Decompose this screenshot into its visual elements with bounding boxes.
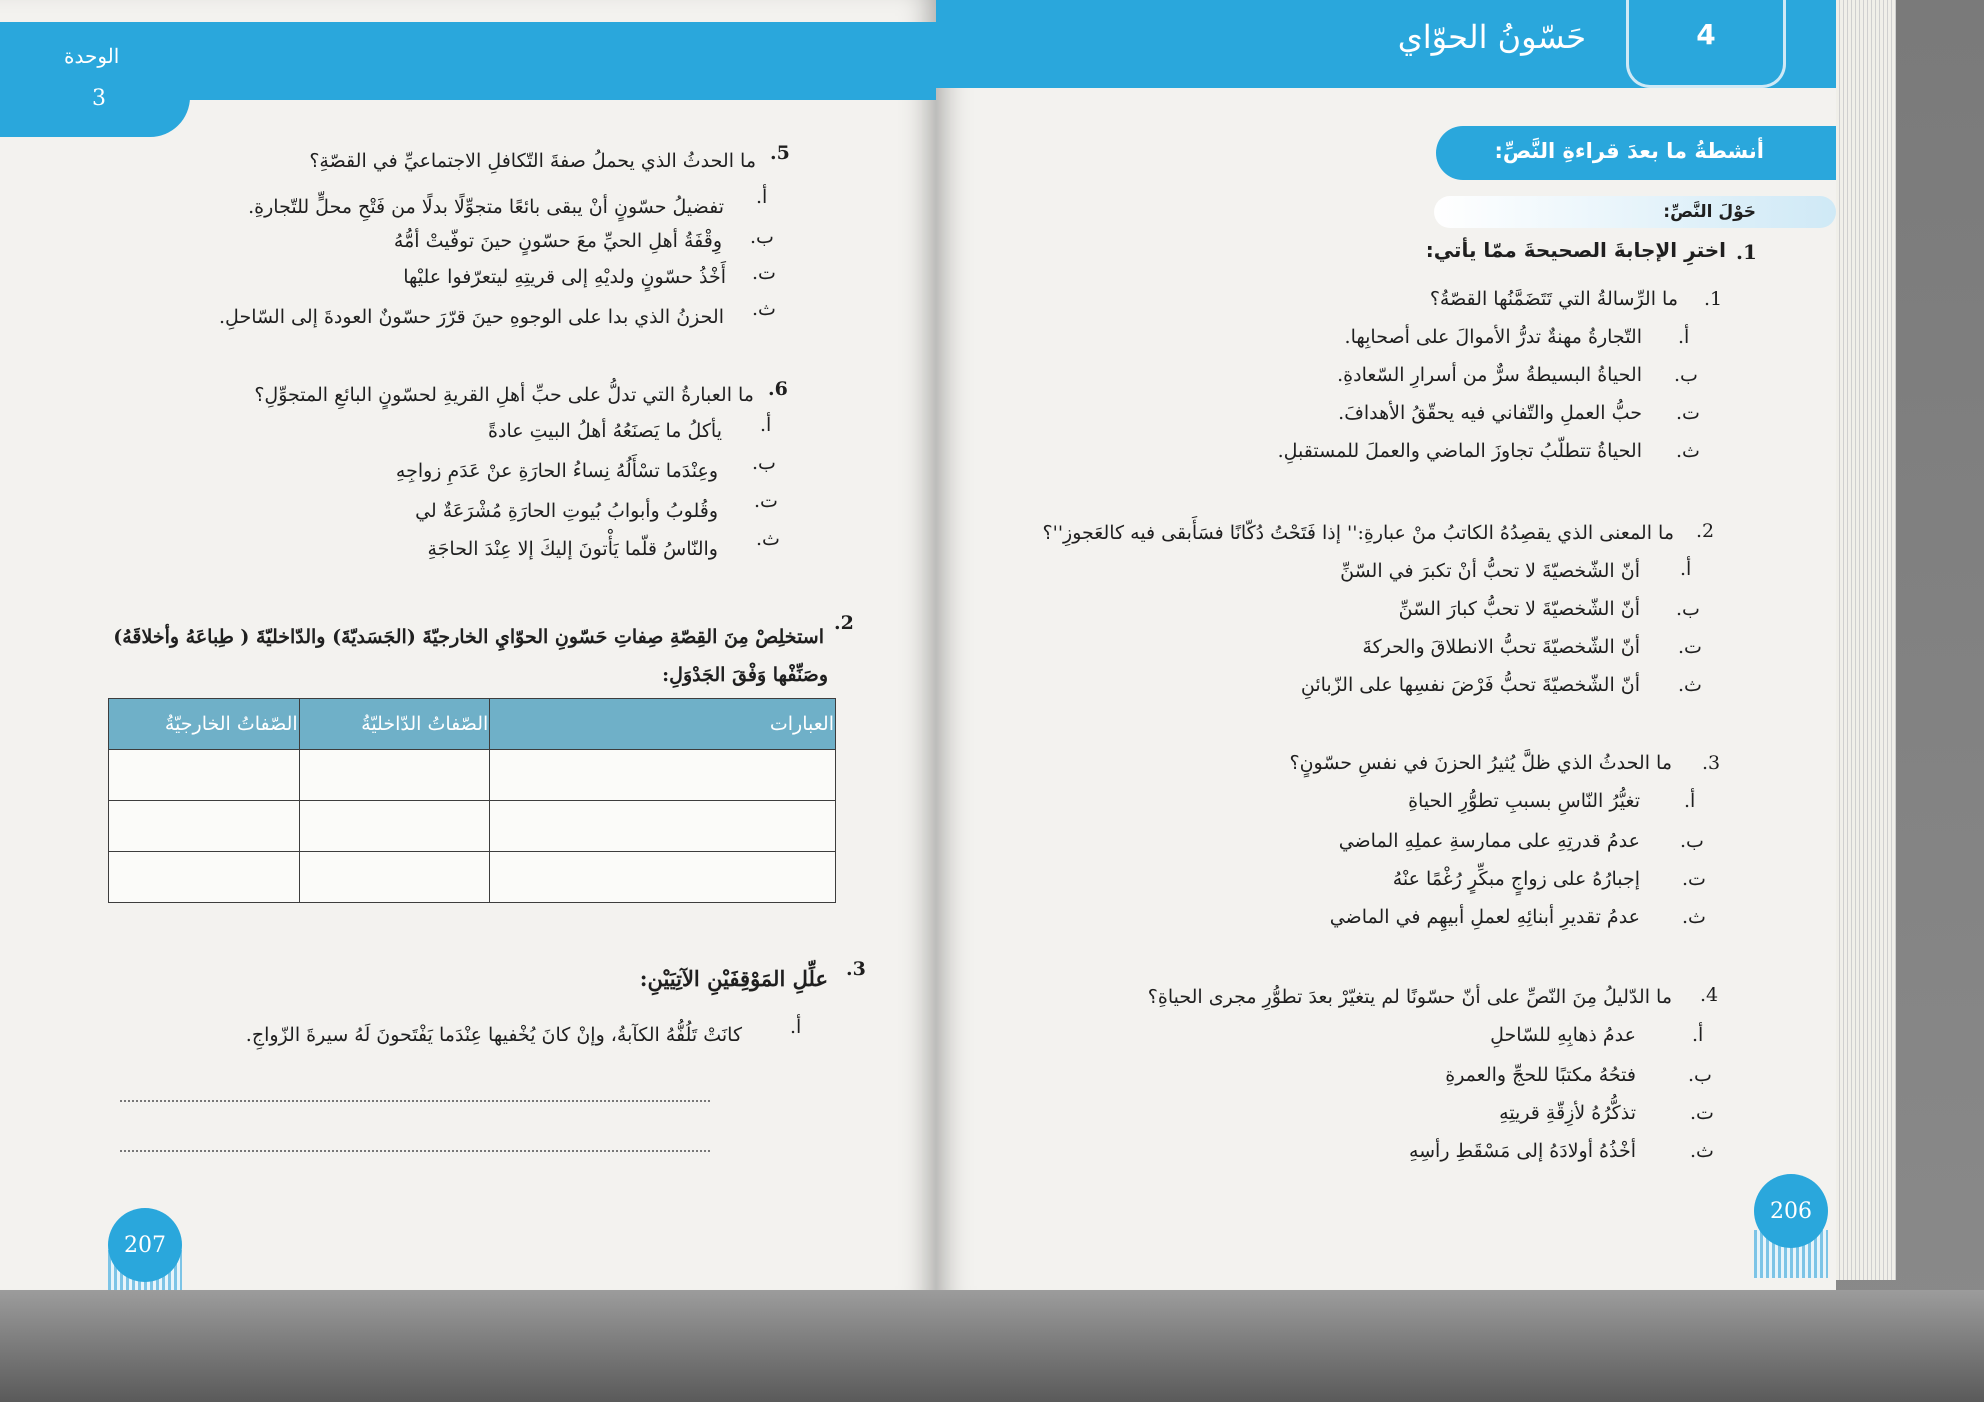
q5-option-a: تفضيلُ حسّونٍ أنْ يبقى بائعًا متجوِّلًا بدلًا من فَتْحِ محلٍّ للتّجارةِ.	[248, 196, 724, 218]
table-cell[interactable]	[490, 750, 836, 801]
copyright-vertical-left	[895, 300, 905, 1000]
rq1-b-letter: ب.	[1674, 364, 1698, 386]
left-header-band	[150, 22, 936, 100]
q6-question: ما العبارةُ التي تدلُّ على حبِّ أهلِ القريةِ لحسّونٍ البائعِ المتجوِّلِ؟	[254, 384, 754, 406]
q5-option-b-letter: ب.	[750, 226, 774, 248]
q6-option-c-letter: ت.	[754, 490, 778, 512]
right-page	[936, 0, 1836, 1302]
rq2-a-letter: أ.	[1680, 558, 1692, 580]
rq3-number: .3	[1702, 752, 1721, 774]
rq3-d: عدمُ تقديرِ أبنائِهِ لعملِ أبيهِم في الماضي	[1329, 906, 1640, 928]
q5-question: ما الحدثُ الذي يحملُ صفةَ التّكافلِ الاجتماعيِّ في القصّةِ؟	[309, 150, 756, 172]
header-external-traits: الصّفاتُ الخارجيّةُ	[109, 699, 300, 750]
rq3-b: عدمُ قدرتِهِ على ممارسةِ عملِهِ الماضي	[1338, 830, 1640, 852]
q6-number: .6	[768, 378, 788, 400]
answer-line-1[interactable]	[120, 1100, 710, 1102]
rq1-a: التّجارةُ مهنةٌ تدرُّ الأموالَ على أصحابِها.	[1344, 326, 1642, 348]
unit-label: الوحدة	[64, 44, 120, 68]
section-label: حَوْلَ النَّصِّ:	[1663, 202, 1756, 222]
rq3-a: تغيُّرُ النّاسِ بسببِ تطوُّرِ الحياةِ	[1408, 790, 1640, 812]
rq3-a-letter: أ.	[1684, 790, 1696, 812]
rq3-d-letter: ث.	[1682, 906, 1706, 928]
table-row	[109, 750, 836, 801]
q2-instruction-line1: استخلِصْ مِنَ القِصّةِ صِفاتِ حَسّونِ الحوّايِ الخارجيّةَ (الجَسَديّةَ) والدّاخليّةَ ( طِباعَهُ وأخلاقَهُ)	[113, 626, 824, 648]
page-number-206: 206	[1754, 1174, 1828, 1248]
rq1-c-letter: ت.	[1676, 402, 1700, 424]
lesson-number: 4	[1696, 18, 1716, 51]
rq1-number: .1	[1704, 288, 1723, 310]
rq2-d-letter: ث.	[1678, 674, 1702, 696]
rq2-number: .2	[1696, 520, 1715, 542]
q5-option-c: أَخْذُ حسّونٍ ولديْهِ إلى قريتِهِ ليتعرّفوا عليْها	[403, 266, 726, 288]
table-cell[interactable]	[109, 801, 300, 852]
q2-instruction-line2: وصَنِّفْها وَفْقَ الجَدْوَلِ:	[662, 664, 828, 686]
header-internal-traits: الصّفاتُ الدّاخليّةُ	[299, 699, 490, 750]
section-label-pill	[1434, 196, 1836, 228]
left-page	[0, 0, 936, 1302]
table-cell[interactable]	[109, 852, 300, 903]
rq4-d: أخْذُهُ أولادَهُ إلى مَسْقَطِ رأسِهِ	[1408, 1140, 1636, 1162]
q6-option-a-letter: أ.	[760, 414, 772, 436]
instruction-number: .1	[1736, 240, 1757, 264]
rq1-b: الحياةُ البسيطةُ سرٌّ من أسرارِ السّعادةِ.	[1337, 364, 1642, 386]
rq3-c: إجبارُهُ على زواجٍ مبكِّرٍ رُغْمًا عنْهُ	[1392, 868, 1640, 890]
q3-item-text: كانَتْ تَلُفُّهُ الكآبةُ، وإنْ كانَ يُخْفيها عِنْدَما يَفْتَحونَ لَهُ سيرةَ الزّواجِ.	[245, 1024, 742, 1046]
table-cell[interactable]	[299, 852, 490, 903]
rq2-b-letter: ب.	[1676, 598, 1700, 620]
activities-title-bar	[1436, 126, 1836, 180]
rq4-b: فتحُهُ مكتبًا للحجِّ والعمرةِ	[1445, 1064, 1636, 1086]
q6-option-b: وعِنْدَما تسْأَلُهُ نِساءُ الحارَةِ عنْ عَدَمِ زواجِهِ	[395, 460, 718, 482]
rq2-a: أنّ الشّخصيّةَ لا تحبُّ أنْ تكبرَ في السّنِّ	[1340, 560, 1640, 582]
q6-option-b-letter: ب.	[752, 452, 776, 474]
rq1-c: حبُّ العملِ والتّفاني فيه يحقّقُ الأهدافَ.	[1338, 402, 1642, 424]
rq2-b: أنّ الشّخصيّةَ لا تحبُّ كبارَ السّنِّ	[1398, 598, 1640, 620]
rq2-c-letter: ت.	[1678, 636, 1702, 658]
rq1-question: ما الرِّسالةُ التي تَتَضَمَّنُها القصّةُ؟	[1429, 288, 1678, 310]
rq3-c-letter: ت.	[1682, 868, 1706, 890]
q5-option-a-letter: أ.	[756, 186, 768, 208]
page-number-207: 207	[108, 1208, 182, 1282]
q6-option-c: وقُلوبُ وأبوابُ بُيوتِ الحارَةِ مُشْرَعَةٌ لي	[415, 500, 718, 522]
table-cell[interactable]	[490, 852, 836, 903]
q6-option-a: يأكلُ ما يَصنَعُهُ أهلُ البيتِ عادةً	[488, 420, 722, 442]
q5-option-d: الحزنُ الذي بدا على الوجوهِ حينَ قرّرَ حسّونٌ العودةَ إلى السّاحلِ.	[219, 306, 724, 328]
instruction-text: اخترِ الإجابةَ الصحيحةَ ممّا يأتي:	[1425, 238, 1726, 262]
rq4-c: تذكُّرُهُ لأزِقّةِ قريتِهِ	[1499, 1102, 1636, 1124]
rq2-c: أنّ الشّخصيّةَ تحبُّ الانطلاقَ والحركةَ	[1362, 636, 1640, 658]
answer-line-2[interactable]	[120, 1150, 710, 1152]
rq4-b-letter: ب.	[1688, 1064, 1712, 1086]
q6-option-d: والنّاسُ قلّما يَأْتونَ إليكَ إلا عِنْدَ الحاجَةِ	[427, 538, 718, 560]
q3-item-letter: أ.	[790, 1016, 802, 1038]
q3-title: علِّلِ المَوْقِفَيْنِ الآتِيَيْنِ:	[639, 966, 828, 991]
rq4-number: .4	[1700, 984, 1719, 1006]
rq4-question: ما الدّليلُ مِنَ النّصِّ على أنّ حسّونًا لم يتغيّرْ بعدَ تطوُّرِ مجرى الحياةِ؟	[1147, 986, 1672, 1008]
page-edges	[1836, 0, 1896, 1280]
rq2-question: ما المعنى الذي يقصِدُهُ الكاتبُ منْ عبارةِ:'' إذا فَتَحْتُ دُكّانًا فسَأَبقى فيه كالعَجوزِ''؟	[1042, 522, 1674, 544]
lesson-number-tab	[1626, 0, 1786, 88]
rq4-a-letter: أ.	[1692, 1024, 1704, 1046]
table-row	[109, 801, 836, 852]
rq1-d: الحياةُ تتطلّبُ تجاوزَ الماضي والعملَ للمستقبلِ.	[1277, 440, 1642, 462]
header-statements: العبارات	[490, 699, 836, 750]
table-cell[interactable]	[490, 801, 836, 852]
q6-option-d-letter: ث.	[756, 528, 780, 550]
q5-option-c-letter: ت.	[752, 262, 776, 284]
q5-option-d-letter: ث.	[752, 298, 776, 320]
bottom-shadow	[0, 1290, 1984, 1402]
rq1-a-letter: أ.	[1678, 326, 1690, 348]
classification-table	[108, 698, 836, 903]
table-cell[interactable]	[299, 750, 490, 801]
rq3-question: ما الحدثُ الذي ظلَّ يُثيرُ الحزنَ في نفسِ حسّونٍ؟	[1289, 752, 1672, 774]
rq4-d-letter: ث.	[1690, 1140, 1714, 1162]
unit-number: 3	[92, 86, 106, 111]
table-row	[109, 852, 836, 903]
rq4-c-letter: ت.	[1690, 1102, 1714, 1124]
q3-number: .3	[846, 958, 866, 980]
rq1-d-letter: ث.	[1676, 440, 1700, 462]
lesson-title: حَسّونُ الحوّاي	[1397, 18, 1586, 56]
q2-number: .2	[834, 612, 854, 634]
rq3-b-letter: ب.	[1680, 830, 1704, 852]
table-cell[interactable]	[109, 750, 300, 801]
activities-title: أنشطةُ ما بعدَ قراءةِ النَّصِّ:	[1494, 139, 1764, 163]
rq2-d: أنّ الشّخصيّةَ تحبُّ فَرْضَ نفسِها على الزّبائنِ	[1300, 674, 1640, 696]
q5-option-b: وِقْفَةُ أهلِ الحيِّ معَ حسّونٍ حينَ توفّيتْ أمُّهُ	[393, 230, 722, 252]
table-cell[interactable]	[299, 801, 490, 852]
rq4-a: عدمُ ذهابِهِ للسّاحلِ	[1490, 1024, 1636, 1046]
q5-number: .5	[770, 142, 790, 164]
unit-tab	[0, 22, 190, 137]
